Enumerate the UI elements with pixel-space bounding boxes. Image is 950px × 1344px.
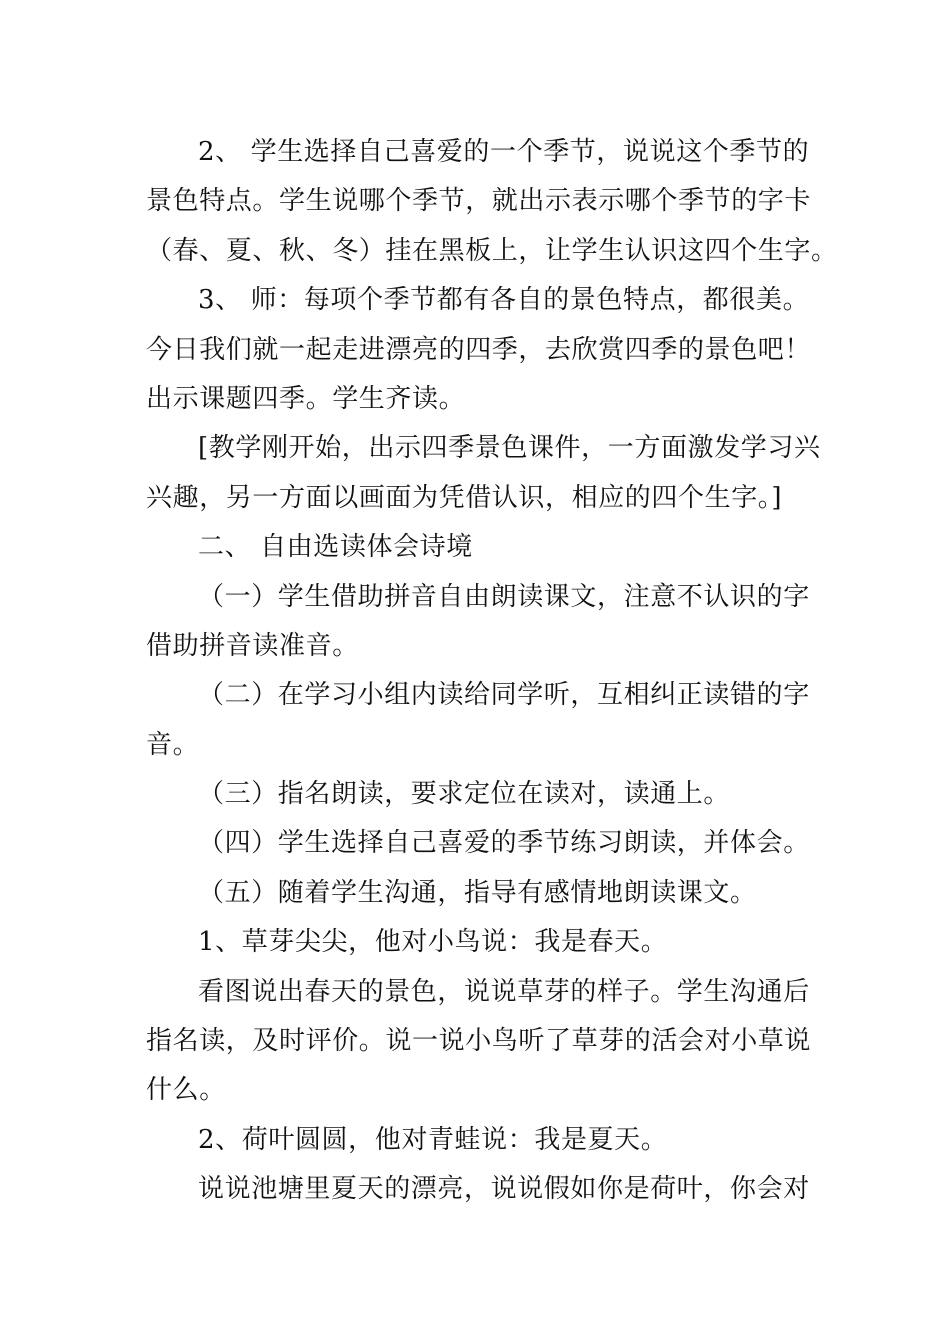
paragraph [146, 1165, 810, 1214]
text-line: 兴趣，另一方面以画面为凭借认识，相应的四个生字。] [146, 482, 783, 513]
text-line: （三）指名朗读，要求定位在读对，读通上。 [198, 779, 731, 810]
paragraph [146, 523, 810, 572]
document-body [146, 128, 838, 1215]
text-line: 今日我们就一起走进漂亮的四季，去欣赏四季的景色吧！ [146, 334, 812, 365]
text-line: 3、 师：每项个季节都有各自的景色特点，都很美。 [198, 285, 810, 316]
text-line: 说说池塘里夏天的漂亮，说说假如你是荷叶，你会对 [198, 1174, 810, 1205]
text-line: 什么。 [146, 1075, 226, 1106]
paragraph [146, 968, 810, 1116]
text-line: 二、 自由选读体会诗境 [198, 532, 473, 563]
paragraph [146, 819, 810, 868]
text-line: 出示课题四季。学生齐读。 [146, 383, 466, 414]
paragraph [146, 869, 810, 918]
paragraph [146, 1116, 810, 1165]
text-line: （一）学生借助拼音自由朗读课文，注意不认识的字 [198, 581, 810, 612]
text-line: 2、 学生选择自己喜爱的一个季节，说说这个季节的 [198, 137, 810, 167]
text-line: 1、草芽尖尖，他对小鸟说：我是春天。 [198, 927, 668, 958]
text-line: 2、荷叶圆圆，他对青蛙说：我是夏天。 [198, 1124, 668, 1155]
text-line: 音。 [146, 729, 200, 760]
text-line: 看图说出春天的景色，说说草芽的样子。学生沟通后 [198, 976, 810, 1007]
paragraph [146, 770, 810, 819]
text-line: 指名读，及时评价。说一说小鸟听了草芽的活会对小草说 [146, 1026, 812, 1057]
text-line: 景色特点。学生说哪个季节，就出示表示哪个季节的字卡 [146, 186, 812, 217]
paragraph [146, 424, 821, 523]
paragraph [146, 276, 810, 424]
text-line: （春、夏、秋、冬）挂在黑板上，让学生认识这四个生字。 [146, 235, 838, 266]
paragraph [146, 573, 810, 672]
text-line: （五）随着学生沟通，指导有感情地朗读课文。 [198, 877, 757, 908]
paragraph [146, 671, 810, 770]
text-line: （二）在学习小组内读给同学听，互相纠正读错的字 [198, 680, 810, 711]
text-line: [教学刚开始，出示四季景色课件，一方面激发学习兴 [198, 433, 821, 464]
paragraph [146, 128, 838, 276]
paragraph [146, 918, 810, 967]
text-line: 借助拼音读准音。 [146, 630, 359, 661]
text-line: （四）学生选择自己喜爱的季节练习朗读，并体会。 [198, 828, 810, 859]
